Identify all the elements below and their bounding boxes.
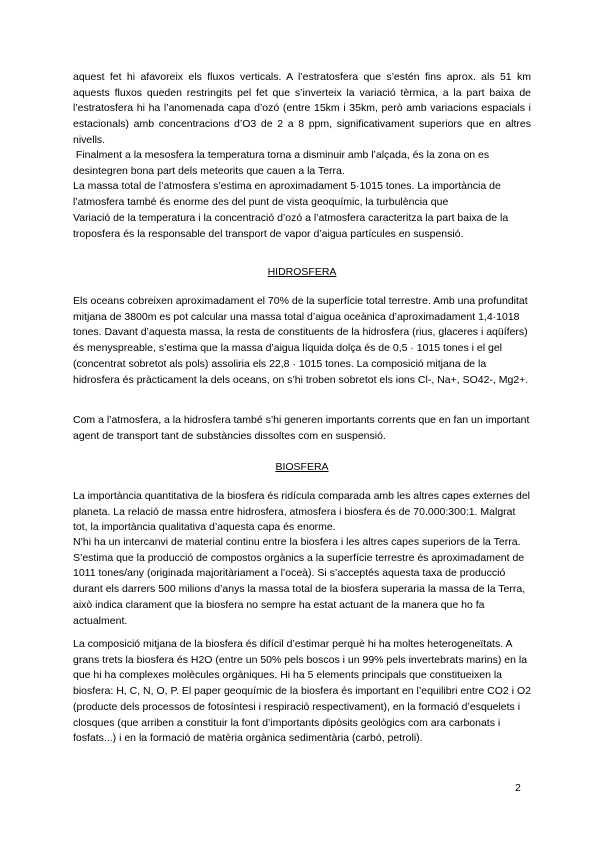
hidrosfera-paragraph-2: Com a l’atmosfera, a la hidrosfera també s’hi generen importants corrents que en fan un important agent de transport tant de substàncies dissoltes com en suspensió. bbox=[73, 414, 530, 442]
biosfera-paragraph-1: La importància quantitativa de la biosfera és ridícula comparada amb les altres capes externes del planeta. La relació de massa entre hidrosfera, atmosfera i biosfera és de 70.000:300:1. Malgrat tot, la importància qualitativa d’aquesta capa és enorme. bbox=[73, 490, 531, 534]
atmosphere-paragraph-2: Finalment a la mesosfera la temperatura torna a disminuir amb l’alçada, és la zona on es desintegren bona part dels meteorits que cauen a la Terra. bbox=[73, 149, 493, 177]
biosfera-paragraph-2: N’hi ha un intercanvi de material continu entre la biosfera i les altres capes superiors de la Terra. S’estima que la producció de compostos orgànics a la superfície terrestre és aproximadament de 1011 tones/any (originada majoritàriament a l’oceà). Si s’acceptés aquesta taxa de producció durant els darrers 500 milions d’anys la massa total de la biosfera superaria la massa de la Terra, això indica clarament que la biosfera no sempre ha estat actuant de la manera que ho fa actualment. bbox=[73, 536, 526, 627]
atmosphere-paragraph-3: La massa total de l’atmosfera s’estima en aproximadament 5·1015 tones. La importància de l’atmosfera també és enorme des del punt de vista geoquímic, la turbulència que bbox=[73, 180, 501, 208]
atmosphere-paragraph-1: aquest fet hi afavoreix els fluxos verticals. A l’estratosfera que s’estén fins aprox. als 51 km aquests fluxos queden restringits pel fet que s’inverteix la variació tèrmica, a la part baixa de l’estratosfera hi ha l’anomenada capa d’ozó (entre 15km i 35km, però amb variacions espacials i estacionals) amb concentracions d’O3 de 2 a 8 ppm, significativament superiors que en altres nivells. bbox=[73, 71, 531, 146]
atmosphere-paragraph-4: Variació de la temperatura i la concentració d’ozó a l’atmosfera caracteritza la part baixa de la troposfera és la responsable del transport de vapor d’aigua partícules en suspensió. bbox=[73, 212, 509, 240]
biosfera-heading: BIOSFERA bbox=[275, 461, 329, 473]
page-number: 2 bbox=[515, 782, 521, 794]
hidrosfera-paragraph-1: Els oceans cobreixen aproximadament el 70% de la superfície total terrestre. Amb una profunditat mitjana de 3800m es pot calcular una massa total d’aigua oceànica d’aproximadament 1,4·1018 tones. Davant d’aquesta massa, la resta de constituents de la hidrosfera (rius, glaceres i aqüífers) és menyspreable, s’estima que la massa d’aigua líquida dolça és de 0,5 · 1015 tones i el gel (concentrat sobretot als pols) assoliria els 22,8 · 1015 tones. La composició mitjana de la hidrosfera és pràcticament la dels oceans, on s’hi troben sobretot els ions Cl-, Na+, SO42-, Mg2+. bbox=[73, 295, 529, 386]
hidrosfera-heading: HIDROSFERA bbox=[267, 266, 337, 278]
biosfera-paragraph-3: La composició mitjana de la biosfera és difícil d’estimar perquè hi ha moltes heterogeneïtats. A grans trets la biosfera és H2O (entre un 50% pels boscos i un 99% pels invertebrats marins) en la que hi ha complexes molècules orgàniques. Hi ha 5 elements principals que constitueixen la biosfera: H, C, N, O, P. El paper geoquímic de la biosfera és important en l’equilibri entre CO2 i O2 (producte dels processos de fotosíntesi i respiració respectivament), en la formació d’esquelets i closques (que arriben a constituir la font d’importants dipòsits geològics com ara carbonats i fosfats...) i en la formació de matèria orgànica sedimentària (carbó, petroli). bbox=[73, 638, 531, 745]
